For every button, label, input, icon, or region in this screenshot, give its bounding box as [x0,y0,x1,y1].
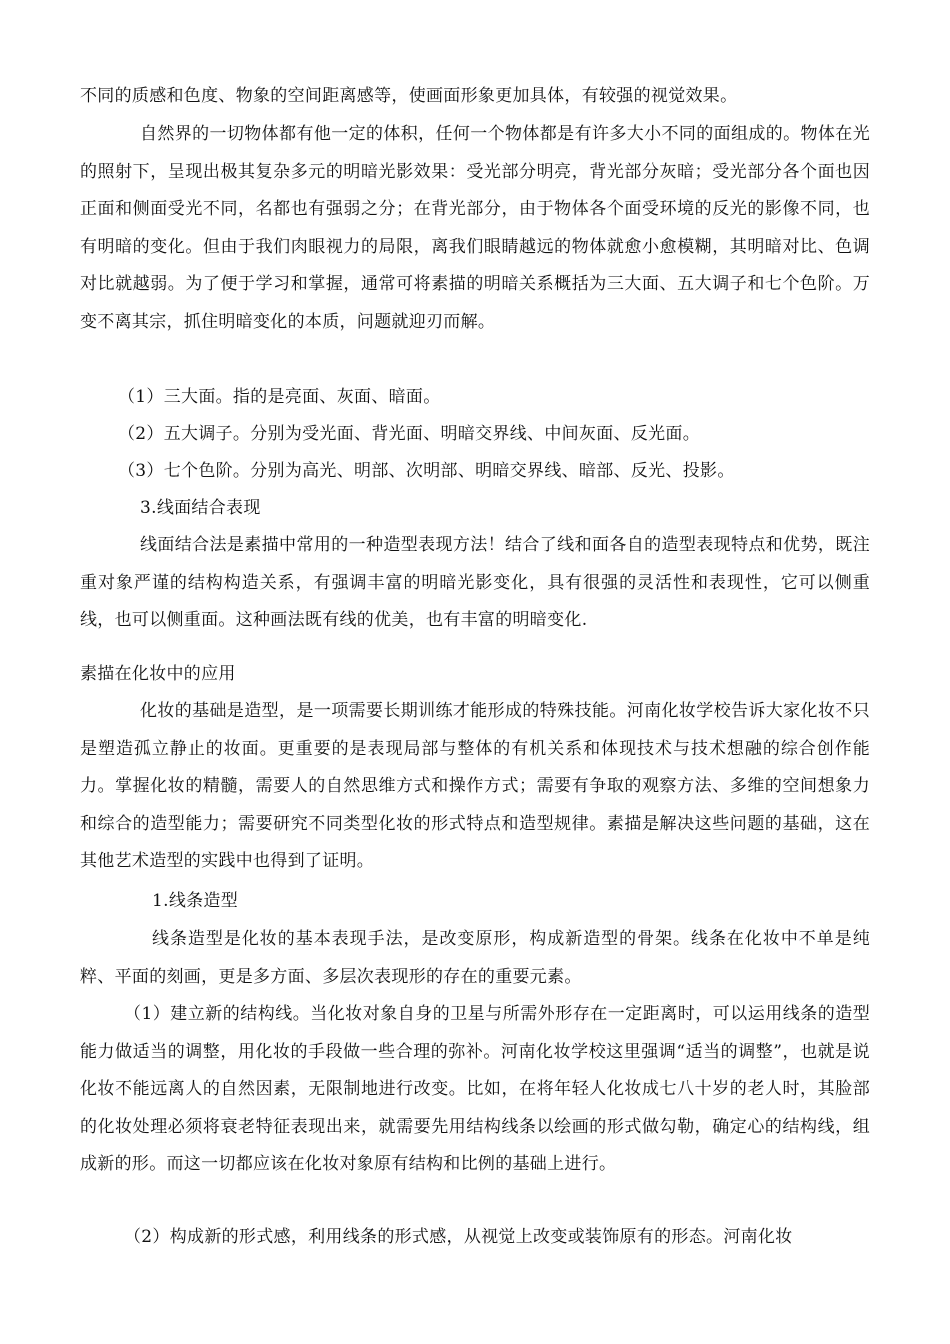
paragraph-makeup-basis: 化妆的基础是造型，是一项需要长期训练才能形成的特殊技能。河南化妆学校告诉大家化妆不只是塑造孤立静止的妆面。更重要的是表现局部与整体的有机关系和体现技术与技术想融的综合创作能力。掌握化妆的精髓，需要人的自然思维方式和操作方式；需要有争取的观察方法、多维的空间想象力和综合的造型能力；需要研究不同类型化妆的形式特点和造型规律。素描是解决这些问题的基础，这在其他艺术造型的实践中也得到了证明。 [80,701,870,871]
section-title-sketch-makeup: 素描在化妆中的应用 [80,664,236,684]
paragraph-form-sense: （2）构成新的形式感，利用线条的形式感，从视觉上改变或装饰原有的形态。河南化妆 [124,1227,793,1247]
paragraph-line-modeling: 线条造型是化妆的基本表现手法，是改变原形，构成新造型的骨架。线条在化妆中不单是纯粹、平面的刻画，更是多方面、多层次表现形的存在的重要元素。 [80,929,870,987]
section-heading-line-modeling: 1.线条造型 [152,891,239,911]
paragraph-line-plane: 线面结合法是素描中常用的一种造型表现方法！结合了线和面各自的造型表现特点和优势，既注重对象严谨的结构构造关系，有强调丰富的明暗光影变化，具有很强的灵活性和表现性，它可以侧重线，也可以侧重面。这种画法既有线的优美，也有丰富的明暗变化. [80,535,870,630]
section-heading-line-plane: 3.线面结合表现 [140,498,261,518]
paragraph-light-shadow: 自然界的一切物体都有他一定的体积，任何一个物体都是有许多大小不同的面组成的。物体在光的照射下，呈现出极其复杂多元的明暗光影效果：受光部分明亮，背光部分灰暗；受光部分各个面也因正面和侧面受光不同，名都也有强弱之分；在背光部分，由于物体各个面受环境的反光的影像不同，也有明暗的变化。但由于我们肉眼视力的局限，离我们眼睛越远的物体就愈小愈模糊，其明暗对比、色调对比就越弱。为了便于学习和掌握，通常可将素描的明暗关系概括为三大面、五大调子和七个色阶。万变不离其宗，抓住明暗变化的本质，问题就迎刃而解。 [80,124,870,332]
list-item-three-planes: （1）三大面。指的是亮面、灰面、暗面。 [118,387,441,407]
paragraph-continuation: 不同的质感和色度、物象的空间距离感等，使画面形象更加具体，有较强的视觉效果。 [80,86,738,106]
list-item-seven-levels: （3）七个色阶。分别为高光、明部、次明部、明暗交界线、暗部、反光、投影。 [118,461,735,481]
list-item-five-tones: （2）五大调子。分别为受光面、背光面、明暗交界线、中间灰面、反光面。 [118,424,701,444]
paragraph-structure-line: （1）建立新的结构线。当化妆对象自身的卫星与所需外形存在一定距离时，可以运用线条的造型能力做适当的调整，用化妆的手段做一些合理的弥补。河南化妆学校这里强调“适当的调整”，也就是说化妆不能远离人的自然因素，无限制地进行改变。比如，在将年轻人化妆成七八十岁的老人时，其脸部的化妆处理必须将衰老特征表现出来，就需要先用结构线条以绘画的形式做勾勒，确定心的结构线，组成新的形。而这一切都应该在化妆对象原有结构和比例的基础上进行。 [80,1004,870,1174]
